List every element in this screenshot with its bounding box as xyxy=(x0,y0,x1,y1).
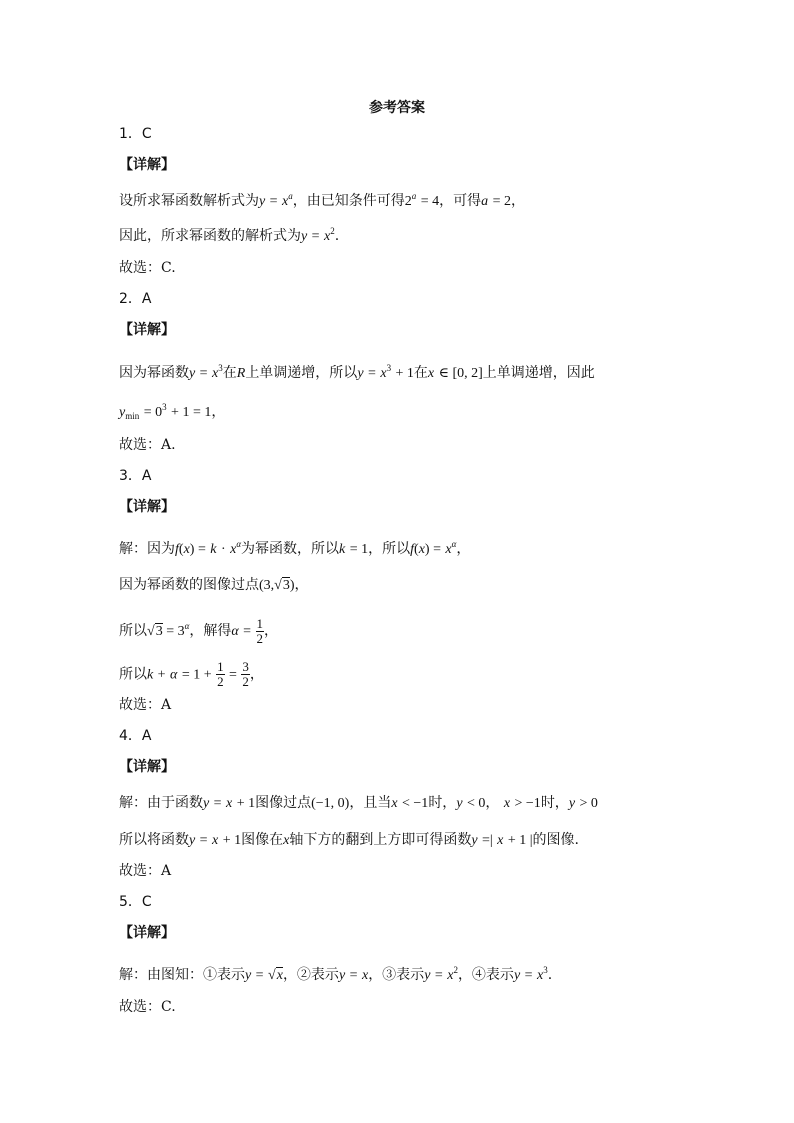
section-header-4: 【详解】 xyxy=(119,759,175,775)
answer-1-line-1: 设所求幂函数解析式为$y = x^a$，由已知条件可得2$^a$ = 4，可得a = 2， xyxy=(119,191,525,209)
answer-1-conclusion: 故选：C. xyxy=(119,260,176,276)
answer-3-line-2: 因为幂函数的图像过点(3,√3)， xyxy=(119,577,309,593)
answer-2-line-2: $y_{min} = 0^3 + 1 = 1$， xyxy=(119,402,226,421)
answer-4-conclusion: 故选：A xyxy=(119,863,172,879)
answer-number-2: 2．A xyxy=(119,291,152,307)
answer-1-line-2: 因此，所求幂函数的解析式为$y = x^2$. xyxy=(119,226,340,244)
answer-3-line-3: 所以$√3 = 3^\alpha$，解得α = $\frac{1}{2}$ ， xyxy=(119,615,278,646)
section-header-2: 【详解】 xyxy=(119,322,175,338)
answer-5-conclusion: 故选：C. xyxy=(119,999,176,1015)
page-title: 参考答案 xyxy=(369,100,425,116)
answer-number-4: 4．A xyxy=(119,728,152,744)
answer-number-5: 5．C xyxy=(119,894,152,910)
answer-4-line-1: 解：由于函数y = x + 1图像过点(−1, 0)，且当x < −1时，y < 0， x > −1时，y > 0 xyxy=(119,795,598,811)
answer-2-line-1: 因为幂函数$y = x^3$在R上单调递增，所以$y = x^3 + 1$在x ∈ [0, 2]上单调递增，因此 xyxy=(119,363,595,381)
answer-3-conclusion: 故选：A xyxy=(119,697,172,713)
answer-3-line-4: 所以k + α = 1 + $\frac{1}{2}$ = $\frac{3}{2}$ ， xyxy=(119,659,264,689)
answer-5-line-1: 解：由图知：①表示y = √x，②表示y = x，③表示$y = x^2$，④表示$y = x^3$. xyxy=(119,965,553,983)
section-header-3: 【详解】 xyxy=(119,499,175,515)
answer-2-conclusion: 故选：A. xyxy=(119,437,176,453)
answer-number-1: 1．C xyxy=(119,126,152,142)
answer-4-line-2: 所以将函数y = x + 1图像在x轴下方的翻到上方即可得函数y =| x + 1 |的图像. xyxy=(119,832,579,848)
section-header-1: 【详解】 xyxy=(119,157,175,173)
section-header-5: 【详解】 xyxy=(119,925,175,941)
answer-3-line-1: 解：因为$f(x) = k \cdot x^\alpha$为幂函数，所以k = 1，所以$f(x) = x^\alpha$， xyxy=(119,539,471,557)
answer-number-3: 3．A xyxy=(119,468,152,484)
